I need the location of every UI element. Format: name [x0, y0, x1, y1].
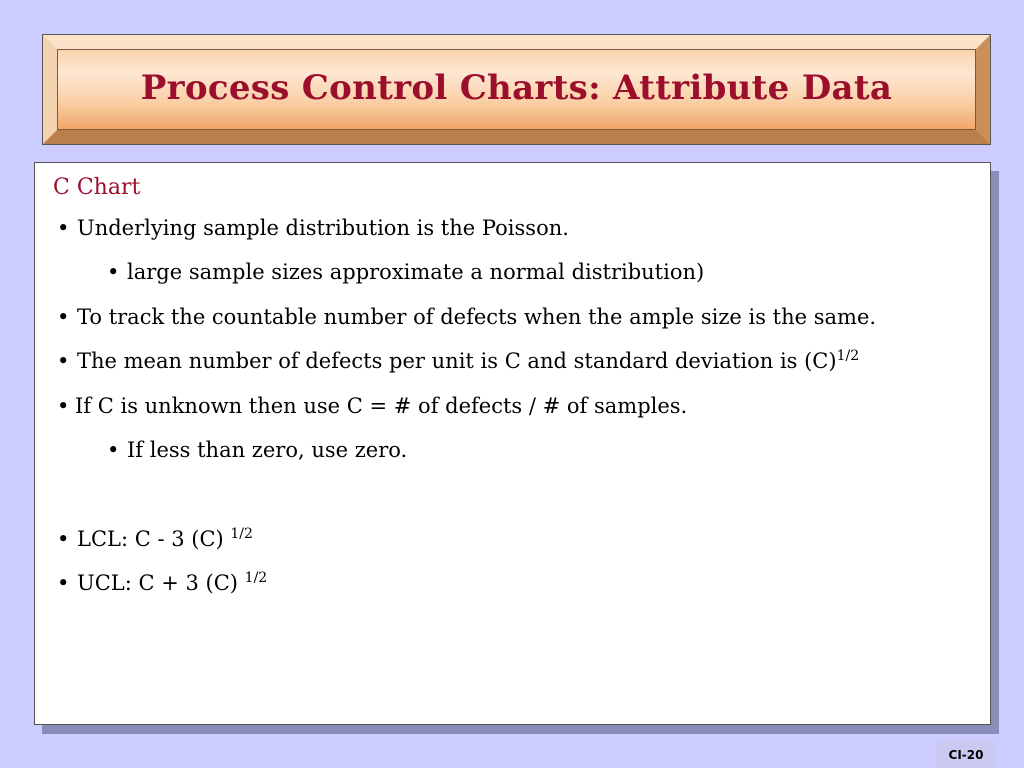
bullet-marker: •: [57, 571, 70, 595]
superscript: 1/2: [244, 570, 268, 586]
slide-number: CI-20: [937, 741, 995, 768]
banner-face: [57, 49, 976, 130]
bullet-line-4: [57, 349, 859, 373]
title-banner: [42, 34, 991, 145]
content-panel: [34, 162, 991, 725]
superscript: 1/2: [836, 348, 860, 364]
superscript: 1/2: [230, 526, 253, 542]
bullet-text: If less than zero, use zero.: [127, 438, 408, 462]
bullet-text: UCL: C + 3 (C): [77, 571, 245, 595]
bullet-line-8: [57, 571, 267, 595]
bullet-text: Underlying sample distribution is the Poisson.: [77, 216, 569, 240]
bullet-marker: •: [107, 260, 120, 284]
bullet-line-5: [57, 394, 687, 418]
bullet-text: LCL: C - 3 (C): [77, 527, 231, 551]
bullet-line-7: [57, 527, 253, 551]
bullet-marker: •: [57, 527, 70, 551]
bullet-line-3: [57, 305, 876, 329]
bullet-line-1: [57, 216, 569, 240]
bullet-marker: •: [57, 349, 70, 373]
slide-title: Process Control Charts: Attribute Data: [140, 67, 893, 108]
bullet-line-6: [107, 438, 407, 462]
panel-heading: C Chart: [53, 175, 141, 200]
bullet-text: If C is unknown then use C = # of defects / # of samples.: [75, 394, 688, 418]
bullet-marker: •: [57, 216, 70, 240]
bullet-text: To track the countable number of defects when the ample size is the same.: [77, 305, 877, 329]
bullet-text: large sample sizes approximate a normal distribution): [127, 260, 705, 284]
bullet-marker: •: [57, 394, 70, 418]
bullet-marker: •: [107, 438, 120, 462]
bullet-line-2: [107, 260, 704, 284]
bullet-text: The mean number of defects per unit is C and standard deviation is (C): [77, 349, 837, 373]
bullet-marker: •: [57, 305, 70, 329]
